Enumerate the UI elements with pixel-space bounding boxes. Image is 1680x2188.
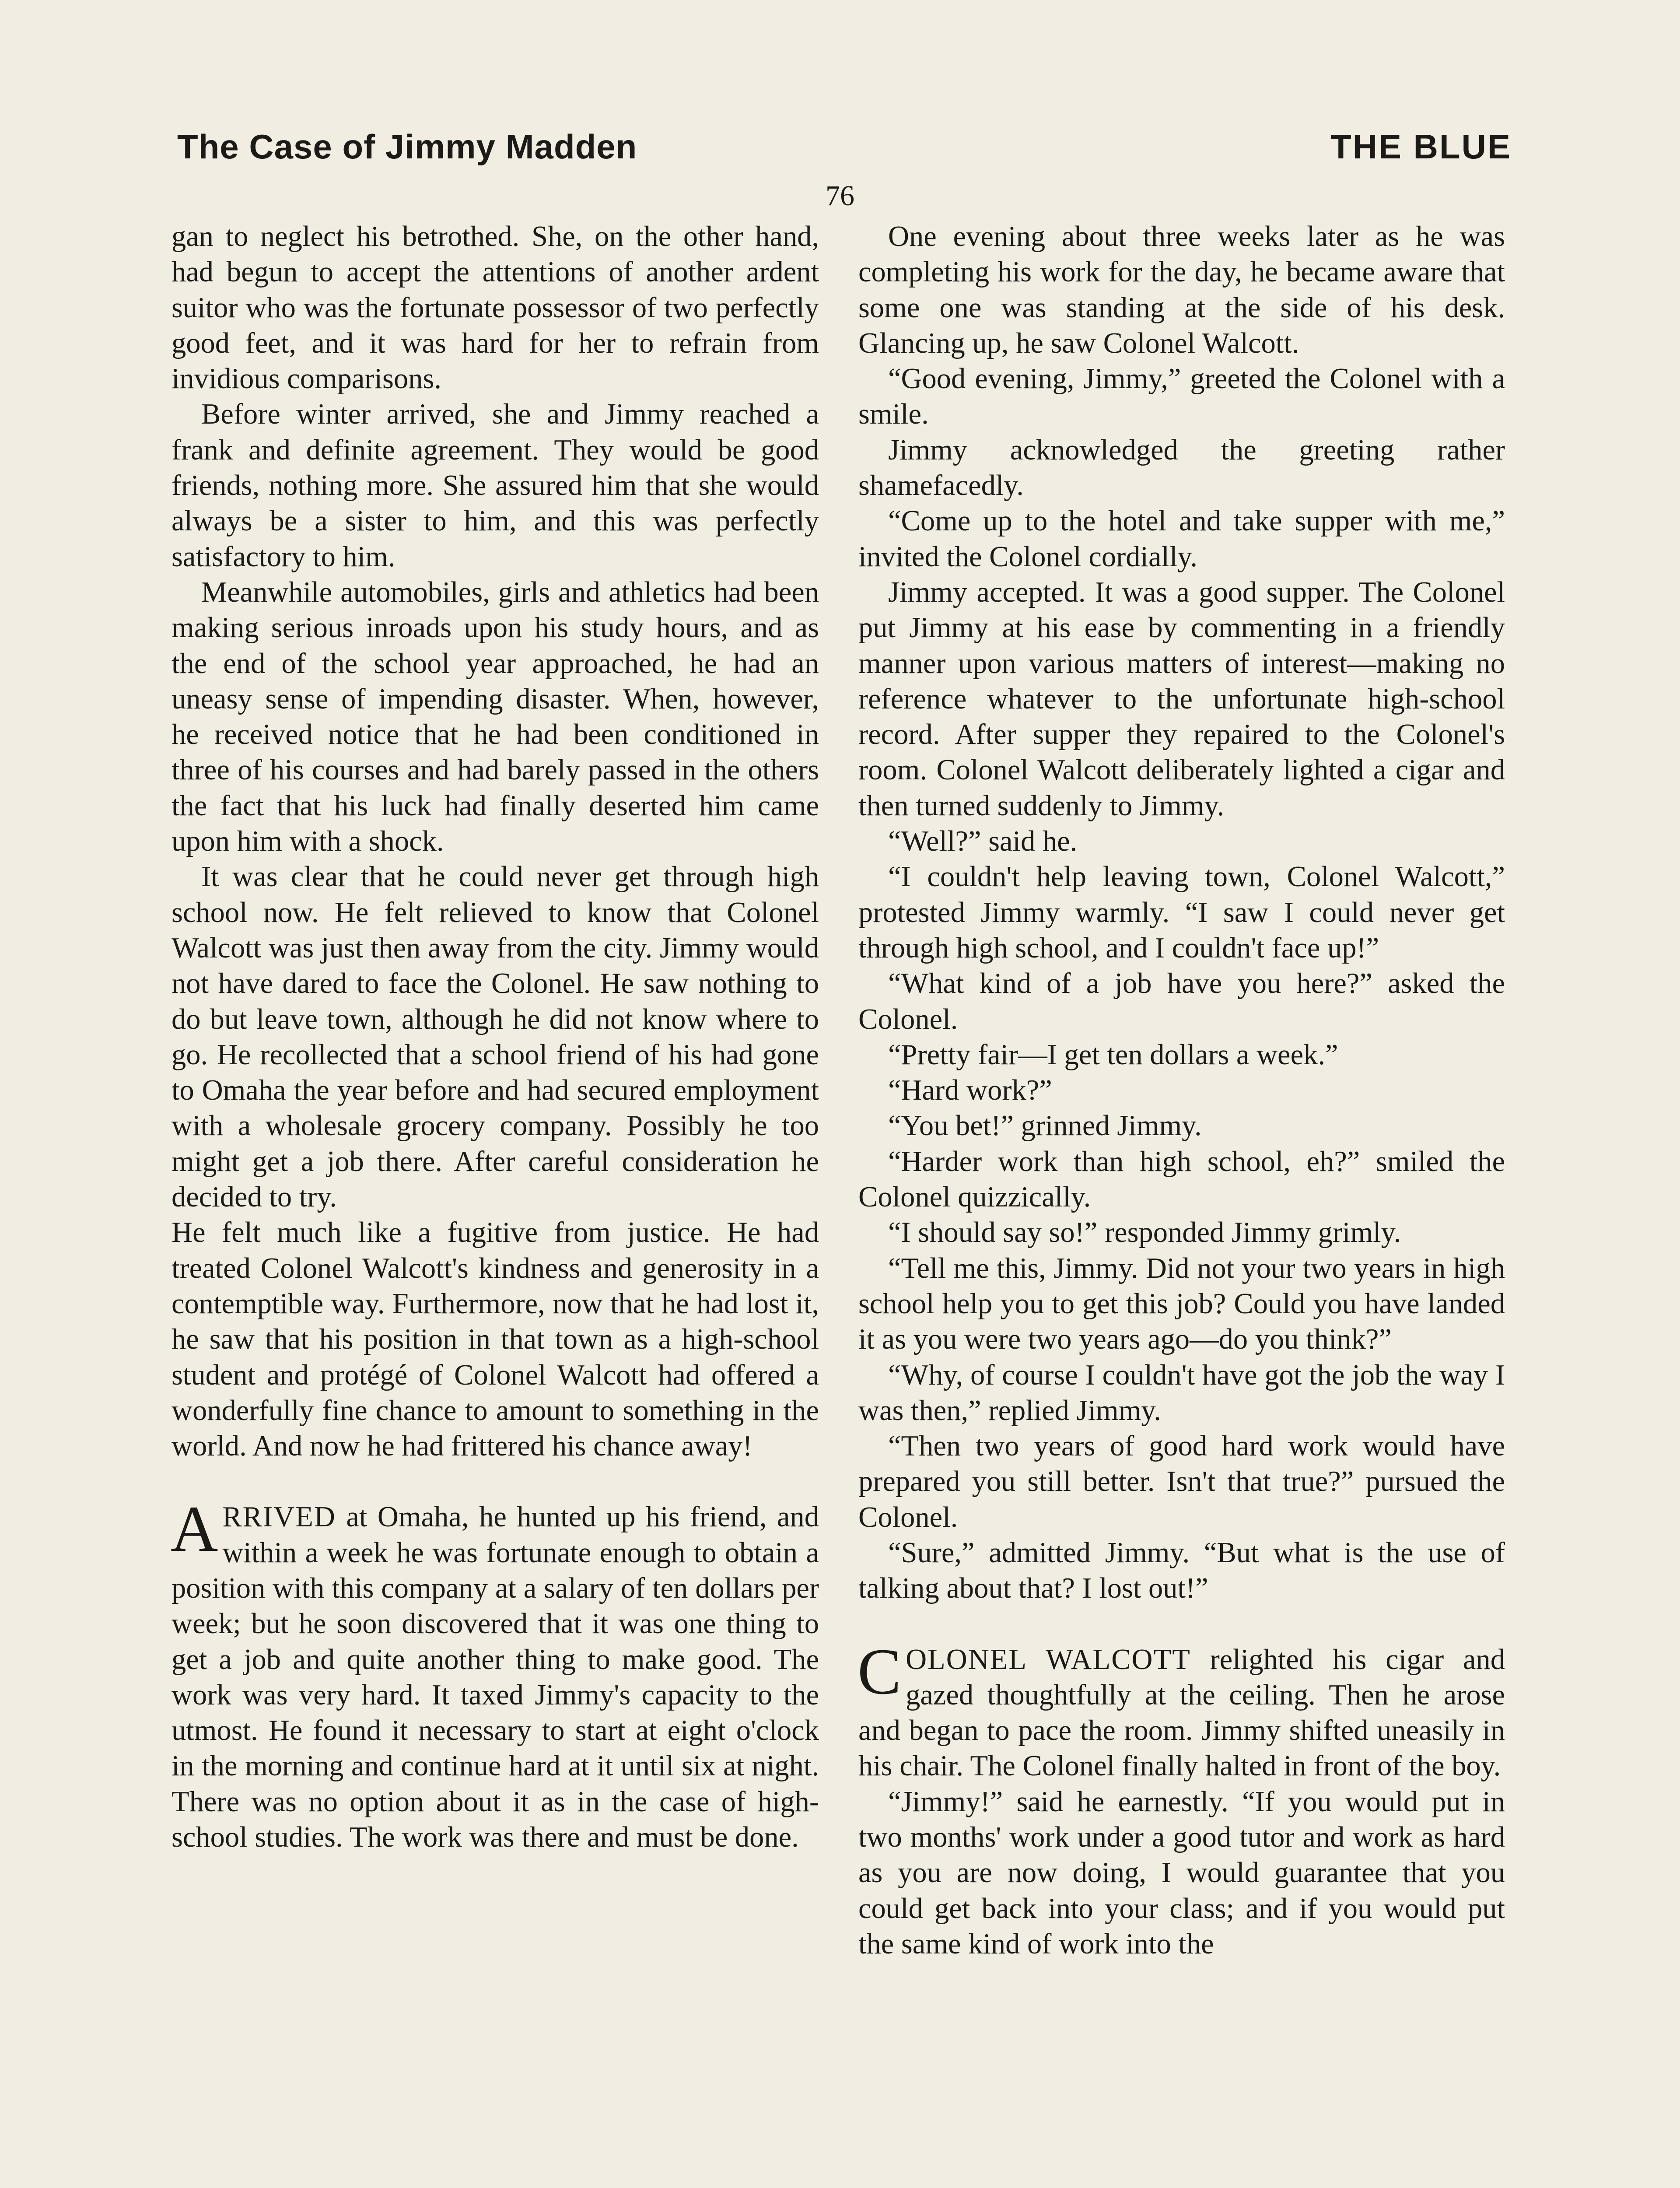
paragraph: It was clear that he could never get through high school now. He felt relieved to know that Colonel Walcott was just then away from the city. Jimmy would not have dared to face the Colonel. He saw nothing to do but leave town, although he did not know where to go. He recollected that a school friend of his had gone to Omaha the year before and had secured employment with a wholesale grocery company. Possibly he too might get a job there. After careful consideration he decided to try.	[172, 861, 819, 1213]
paragraph: One evening about three weeks later as he was completing his work for the day, he became aware that some one was standing at the side of his desk. Glancing up, he saw Colonel Walcott.	[858, 221, 1505, 359]
paragraph: “I couldn't help leaving town, Colonel Walcott,” protested Jimmy warmly. “I saw I could never get through high school, and I couldn't face up!”	[858, 861, 1505, 964]
paragraph: “You bet!” grinned Jimmy.	[888, 1110, 1202, 1142]
paragraph: “Tell me this, Jimmy. Did not your two years in high school help you to get this job? Could you have landed it as you were two years ago—do you think?”	[858, 1252, 1505, 1356]
paragraph: “Well?” said he.	[888, 825, 1078, 858]
paragraph: Jimmy acknowledged the greeting rather shamefacedly.	[858, 434, 1505, 502]
section-break	[858, 1606, 1505, 1642]
paragraph: Meanwhile automobiles, girls and athletics had been making serious inroads upon his study hours, and as the end of the school year approached, he had an uneasy sense of impending disaster. When, however, he received notice that he had been conditioned in three of his courses and had barely passed in the others the fact that his luck had finally deserted him came upon him with a shock.	[172, 576, 819, 858]
paragraph: Jimmy accepted. It was a good supper. The Colonel put Jimmy at his ease by commenting in a friendly manner upon various matters of interest—making no reference whatever to the unfortunate high-school record. After supper they repaired to the Colonel's room. Colonel Walcott deliberately lighted a cigar and then turned suddenly to Jimmy.	[858, 576, 1505, 822]
opening-word: RRIVED	[222, 1501, 336, 1533]
drop-cap: A	[171, 1493, 218, 1566]
paragraph: “Jimmy!” said he earnestly. “If you would put in two months' work under a good tutor and work as hard as you are now doing, I would guarantee that you could get back into your class; and if you would put the same kind of work into the	[858, 1785, 1505, 1960]
right-column	[858, 219, 1505, 1962]
paragraph: “Harder work than high school, eh?” smiled the Colonel quizzically.	[858, 1145, 1505, 1213]
paragraph: gan to neglect his betrothed. She, on the other hand, had begun to accept the attentions of another ardent suitor who was the fortunate possessor of two perfectly good feet, and it was hard for her to refrain from invidious comparisons.	[172, 221, 819, 395]
paragraph: “Pretty fair—I get ten dollars a week.”	[888, 1038, 1338, 1071]
paragraph: “Sure,” admitted Jimmy. “But what is the use of talking about that? I lost out!”	[858, 1536, 1505, 1605]
magazine-title: THE BLUE	[1330, 127, 1512, 166]
drop-cap: C	[858, 1635, 902, 1708]
paragraph: “Why, of course I couldn't have got the job the way I was then,” replied Jimmy.	[858, 1359, 1505, 1427]
paragraph-text: relighted his cigar and gazed thoughtfully at the ceiling. Then he arose and began to pace the room. Jimmy shifted uneasily in his chair. The Colonel finally halted in front of the boy.	[858, 1643, 1505, 1782]
paragraph: “Good evening, Jimmy,” greeted the Colonel with a smile.	[858, 363, 1505, 431]
paragraph: “Hard work?”	[888, 1074, 1052, 1107]
page-number: 76	[826, 180, 854, 212]
section-break	[172, 1464, 819, 1499]
paragraph: Before winter arrived, she and Jimmy reached a frank and definite agreement. They would be good friends, nothing more. She assured him that she would always be a sister to him, and this was perfectly satisfactory to him.	[172, 398, 819, 573]
section-opening-paragraph	[858, 1635, 1505, 1784]
paragraph: “What kind of a job have you here?” asked the Colonel.	[858, 968, 1505, 1035]
left-column	[172, 219, 819, 1855]
paragraph: “I should say so!” responded Jimmy grimly.	[888, 1217, 1401, 1249]
story-title: The Case of Jimmy Madden	[177, 127, 637, 166]
section-opening-paragraph	[171, 1493, 819, 1855]
paragraph-text: at Omaha, he hunted up his friend, and within a week he was fortunate enough to obtain a position with this company at a salary of ten dollars per week; but he soon discovered that it was one thing to get a job and quite another thing to make good. The work was very hard. It taxed Jimmy's capacity to the utmost. He found it necessary to start at eight o'clock in the morning and continue hard at it until six at night. There was no option about it as in the case of high-school studies. The work was there and must be done.	[172, 1501, 819, 1854]
paragraph: “Come up to the hotel and take supper with me,” invited the Colonel cordially.	[858, 505, 1505, 573]
paragraph: “Then two years of good hard work would have prepared you still better. Isn't that true?” pursued the Colonel.	[858, 1430, 1505, 1533]
opening-word: OLONEL WALCOTT	[906, 1643, 1191, 1676]
paragraph: He felt much like a fugitive from justice. He had treated Colonel Walcott's kindness and generosity in a contemptible way. Furthermore, now that he had lost it, he saw that his position in that town as a high-school student and protégé of Colonel Walcott had offered a wonderfully fine chance to amount to something in the world. And now he had frittered his chance away!	[172, 1217, 819, 1462]
